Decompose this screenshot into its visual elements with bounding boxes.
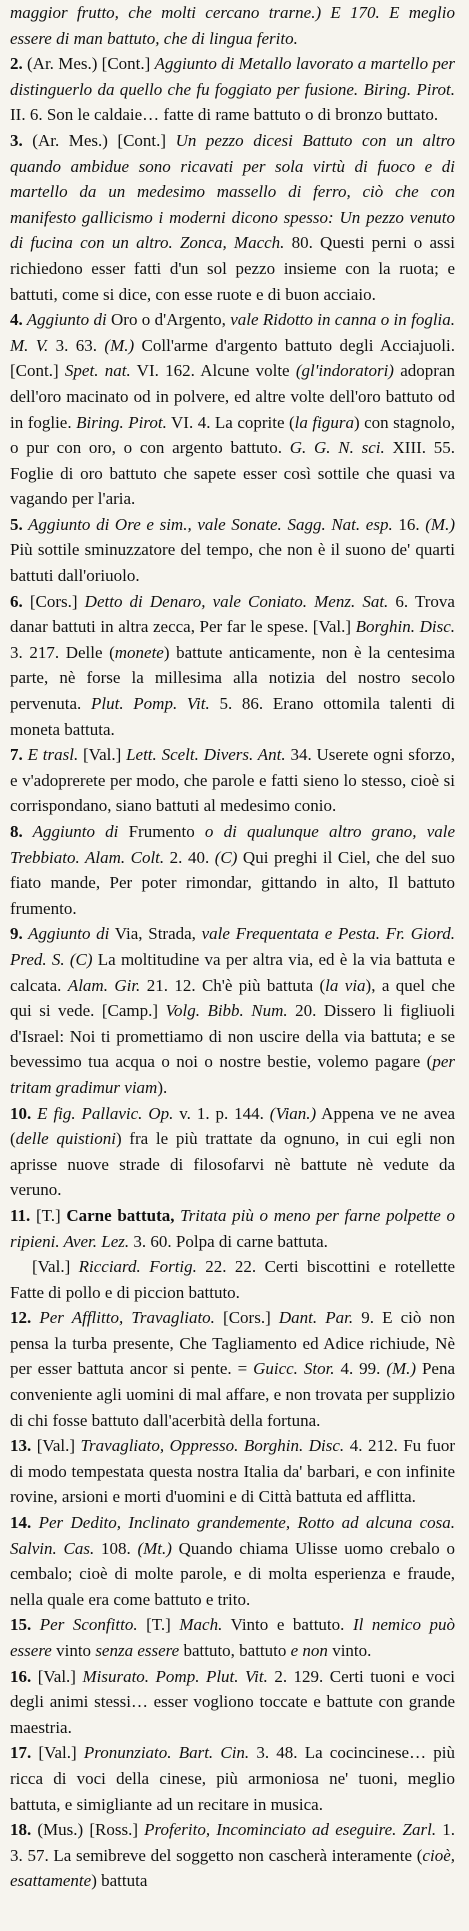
dictionary-entry [10, 589, 455, 743]
entry-text: battuto, battuto [179, 1641, 291, 1660]
dictionary-entry [10, 51, 455, 128]
entry-italic-text: la figura [294, 412, 354, 432]
entry-italic-text: E trasl. [22, 745, 79, 765]
entry-number: 8. [10, 822, 23, 841]
entry-text: Più sottile sminuzzatore del tempo, che non è il suono de' quarti battuti dall'oriuolo. [10, 540, 455, 586]
entry-text: 21. 12. Ch'è più battuta ( [140, 975, 326, 995]
entry-text: vinto. [327, 1641, 372, 1660]
entry-text: [Val.] [78, 745, 127, 765]
entry-italic-text: (Mt.) [137, 1538, 172, 1558]
dictionary-entry [10, 1101, 455, 1203]
entry-italic-text: Travagliato, Oppresso. Borghin. Disc. [80, 1436, 345, 1456]
entry-text: (Mus.) [Ross.] [31, 1820, 145, 1840]
entry-number: 15. [10, 1615, 32, 1635]
entry-italic-text: (C) [214, 847, 238, 867]
entry-text: Via, Strada, [109, 924, 202, 944]
entry-text: [Val.] [31, 1436, 81, 1456]
entry-italic-text: G. G. N. sci. [289, 438, 385, 458]
entry-italic-text: Lett. Scelt. Divers. Ant. [126, 745, 286, 765]
entry-text: 80. Questi perni o assi richiedono esser fatti d'un sol pezzo insieme con la ruota; e battuti, come si dice, con esse ruote e di buon acciaio. [10, 233, 455, 304]
entry-italic-text: Volg. Bibb. Num. [165, 1001, 288, 1021]
entry-number: 12. [10, 1308, 32, 1328]
entry-text: 5. 86. Erano ottomila talenti di moneta battuta. [10, 694, 456, 739]
entry-italic-text: Per Sconfitto. [31, 1615, 138, 1635]
entry-number: 14. [10, 1513, 32, 1533]
entry-italic-text: Un pezzo dicesi Battuto con un altro quando ambidue sono ricavati per sola virtù di fuoco e di martello da un medesimo massello di ferro, ciò che con manifesto gallicismo i moderni dicono spesso: Un pezzo venuto di fucina con un altro. Zonca, Macch. [10, 130, 455, 253]
dictionary-entry [10, 1254, 455, 1305]
entry-number: 11. [10, 1205, 31, 1225]
entry-number: 5. [10, 514, 23, 534]
entry-italic-text: Per Afflitto, Travagliato. [31, 1308, 215, 1328]
entry-italic-text: Proferito, Incominciato ad eseguire. Zarl. [144, 1820, 437, 1840]
entry-number: 2. [10, 54, 23, 74]
entry-text: 2. 40. [164, 847, 215, 867]
entry-text: v. 1. p. 144. [173, 1103, 270, 1123]
entry-text: XIII. 55. Foglie di oro battuto che sapete esser così sottile che quasi va vagando per l'aria. [10, 438, 456, 509]
entry-number: 17. [10, 1743, 32, 1763]
entry-italic-text: (C) [69, 949, 93, 969]
entry-text: [T.] [137, 1615, 180, 1635]
entry-italic-text: o di qualunque altro grano, vale Trebbiato. Alam. Colt. [10, 822, 456, 867]
dictionary-entry [10, 921, 455, 1100]
entry-text: 3. 63. [48, 335, 105, 355]
entry-text: 20. Dissero li figliuoli d'Israel: Noi ti promettiamo di non uscire della via battuta; e se bevessimo tua acqua o noi o nostre bestie, volemo pagare ( [10, 1001, 455, 1072]
dictionary-entry [10, 1433, 455, 1510]
entry-italic-text: per tritam gradimur viam [10, 1052, 455, 1097]
entry-italic-text: vale Frequentata e Pesta. Fr. Giord. Pred. S. [10, 924, 455, 969]
entry-text: [Cors.] [22, 591, 85, 611]
entry-text: [T.] [30, 1205, 67, 1225]
entry-number: 10. [10, 1103, 32, 1123]
entry-italic-text: Ricciard. Fortig. [78, 1257, 197, 1277]
entry-number: 9. [10, 924, 23, 944]
entry-italic-text: Detto di Denaro, vale Coniato. Menz. Sat. [84, 591, 389, 611]
dictionary-entry [10, 1817, 455, 1894]
entry-text: ) battute anticamente, non è la centesima parte, nè forse la millesima alla notizia del nostro secolo pervenuta. [10, 642, 455, 714]
entry-text: (Ar. Mes.) [Cont.] [22, 54, 155, 74]
dictionary-entry [10, 742, 455, 819]
entry-text: Appena ve ne avea ( [10, 1103, 455, 1149]
entry-text: La moltitudine va per altra via, ed è la via battuta e calcata. [10, 949, 456, 995]
entry-number: Carne battuta, [66, 1205, 175, 1225]
entry-text: 3. 48. La cocincinese… più ricca di voci della cinese, più armoniosa ne' tuoni, meglio battuta, e simigliante ad un recitare in musica. [10, 1743, 455, 1814]
dictionary-entry [10, 0, 455, 51]
dictionary-column [10, 0, 455, 1894]
entry-text: II. 6. Son le caldaie… fatte di rame battuto o di bronzo buttato. [10, 105, 439, 125]
dictionary-entry [10, 128, 455, 307]
entry-text: Oro o d'Argento, [106, 310, 231, 330]
entry-text: [Val.] [31, 1666, 83, 1686]
entry-italic-text: Guicc. Stor. [253, 1359, 335, 1379]
entry-italic-text: (M.) [425, 514, 455, 534]
entry-text: (Ar. Mes.) [Cont.] [22, 130, 176, 150]
entry-text: adopran dell'oro macinato od in polvere, ed altre volte dell'oro battuto od in foglie. [10, 361, 455, 432]
entry-italic-text: monete [114, 642, 164, 662]
entry-text: 4. 212. Fu fuor di modo tempestata questa nostra Italia da' barbari, e con infinite rovine, arsioni e morti d'uomini e di Città battuta ed afflitta. [10, 1436, 456, 1507]
entry-text: 6. Trova danar battuti in altra zecca, Per far le spese. [Val.] [10, 591, 455, 637]
dictionary-entry [10, 1740, 455, 1817]
entry-italic-text: Il nemico può essere [10, 1615, 456, 1660]
entry-italic-text: Alam. Gir. [67, 975, 141, 995]
entry-italic-text: Aggiunto di [22, 924, 110, 944]
entry-italic-text: (M.) [104, 335, 135, 355]
entry-italic-text: maggior frutto, che molti cercano trarne.) E 170. E meglio essere di man battuto, che di lingua ferito. [10, 3, 455, 48]
entry-italic-text: (Vian.) [269, 1103, 317, 1123]
entry-italic-text: Plut. Pomp. Vit. [91, 694, 210, 714]
entry-text: 3. 60. Polpa di carne battuta. [129, 1231, 328, 1251]
entry-italic-text: Aggiunto di [22, 310, 107, 330]
entry-text: VI. 4. La coprite ( [166, 412, 295, 432]
entry-text: Qui preghi il Ciel, che del suo fiato mande, Per poter rimondar, gittando in alto, Il battuto frumento. [10, 847, 456, 918]
entry-text: ), a quel che qui si vede. [Camp.] [10, 975, 455, 1021]
entry-text: Quando chiama Ulisse uomo crebalo o cembalo; cioè di molte parole, e di molta esperienza e fraude, nella quale era come battuto e trito. [10, 1538, 456, 1609]
entry-italic-text: (gl'indoratori) [295, 361, 394, 381]
entry-italic-text: E fig. Pallavic. Op. [31, 1103, 174, 1123]
entry-text: ) con stagnolo, o pur con oro, o con argento battuto. [10, 412, 455, 458]
dictionary-entry [10, 307, 455, 512]
entry-italic-text: (M.) [386, 1359, 417, 1379]
dictionary-entry [10, 1510, 455, 1612]
entry-italic-text: Per Dedito, Inclinato grandemente, Rotto ad alcuna cosa. Salvin. Cas. [10, 1513, 455, 1558]
entry-text: 4. 99. [334, 1359, 387, 1379]
dictionary-entry [10, 819, 455, 921]
dictionary-entry [10, 1203, 455, 1254]
entry-italic-text: e non [290, 1641, 328, 1660]
entry-text: VI. 162. Alcune volte [130, 361, 296, 381]
entry-text: Coll'arme d'argento battuto degli Acciajuoli. [Cont.] [10, 335, 455, 381]
entry-number: 6. [10, 591, 23, 611]
entry-italic-text: Borghin. Disc. [355, 617, 455, 637]
entry-text: 22. 22. Certi biscottini e rotellette Fatte di pollo e di piccion battuto. [10, 1257, 455, 1302]
entry-italic-text: Tritata più o meno per farne polpette o ripieni. Aver. Lez. [10, 1205, 456, 1251]
entry-number: 3. [10, 130, 23, 150]
entry-number: 4. [10, 310, 23, 330]
entry-italic-text: delle quistioni [15, 1129, 116, 1149]
entry-italic-text: Misurato. Pomp. Plut. Vit. [82, 1666, 268, 1686]
entry-italic-text: Spet. nat. [64, 361, 131, 381]
entry-italic-text: la via [325, 975, 366, 995]
entry-italic-text: Aggiunto di Ore e sim., vale Sonate. Sagg. Nat. esp. [22, 514, 393, 534]
entry-text: 108. [94, 1538, 138, 1558]
dictionary-entry [10, 1664, 455, 1741]
entry-italic-text: Aggiunto di Metallo lavorato a martello per distinguerlo da quello che fu foggiato per fusione. Biring. Pirot. [10, 54, 456, 99]
entry-italic-text: vale Ridotto in canna o in foglia. M. V. [10, 310, 456, 355]
entry-text: ). [157, 1077, 168, 1097]
entry-italic-text: Dant. Par. [278, 1308, 354, 1328]
entry-number: 18. [10, 1820, 32, 1840]
entry-text: ) fra le più trattate da ognuno, in cui egli non aprisse nuove strade di filosofarvi nè battute nè vedute da veruno. [10, 1129, 456, 1200]
entry-number: 7. [10, 745, 23, 765]
entry-text: [Val.] [31, 1743, 84, 1763]
entry-text: 9. E ciò non pensa la turba presente, Che Tagliamento ed Adice richiude, Nè per esser battuta ancor si pente. = [10, 1308, 455, 1379]
entry-text: 16. [392, 514, 426, 534]
dictionary-entry [10, 512, 455, 589]
entry-italic-text: senza essere [95, 1641, 180, 1660]
entry-text: 2. 129. Certi tuoni e voci degli animi stessi… esser vogliono toccate e battute con grande maestria. [10, 1666, 455, 1737]
dictionary-entry [10, 1612, 455, 1663]
entry-text: 34. Userete ogni sforzo, e v'adoprerete per modo, che parole e fatti sieno lo stesso, cioè si corrispondano, siano battuti al medesimo conio. [10, 745, 456, 816]
entry-text: Vinto e battuto. [222, 1615, 353, 1635]
entry-italic-text: Mach. [179, 1615, 223, 1635]
entry-text: [Val.] [32, 1257, 79, 1277]
entry-italic-text: cioè, esattamente [10, 1845, 455, 1891]
entry-number: 16. [10, 1666, 32, 1686]
entry-number: 13. [10, 1436, 32, 1456]
entry-italic-text: Aggiunto di [22, 822, 119, 841]
dictionary-entry [10, 1305, 455, 1433]
entry-text: 3. 217. Delle ( [10, 642, 115, 662]
entry-italic-text: Biring. Pirot. [76, 412, 167, 432]
entry-text: vinto [51, 1641, 96, 1660]
entry-text: [Cors.] [214, 1308, 279, 1328]
entry-text: Frumento [118, 822, 205, 841]
entry-italic-text: Pronunziato. Bart. Cin. [83, 1743, 250, 1763]
entry-text: ) battuta [91, 1871, 148, 1891]
entry-text: 1. 3. 57. La semibreve del soggetto non cascherà interamente ( [10, 1820, 456, 1865]
entry-text: Pena conveniente agli uomini di mal affare, e non trovata per supplizio di chi fosse battuto dall'acerbità della fortuna. [10, 1359, 456, 1430]
